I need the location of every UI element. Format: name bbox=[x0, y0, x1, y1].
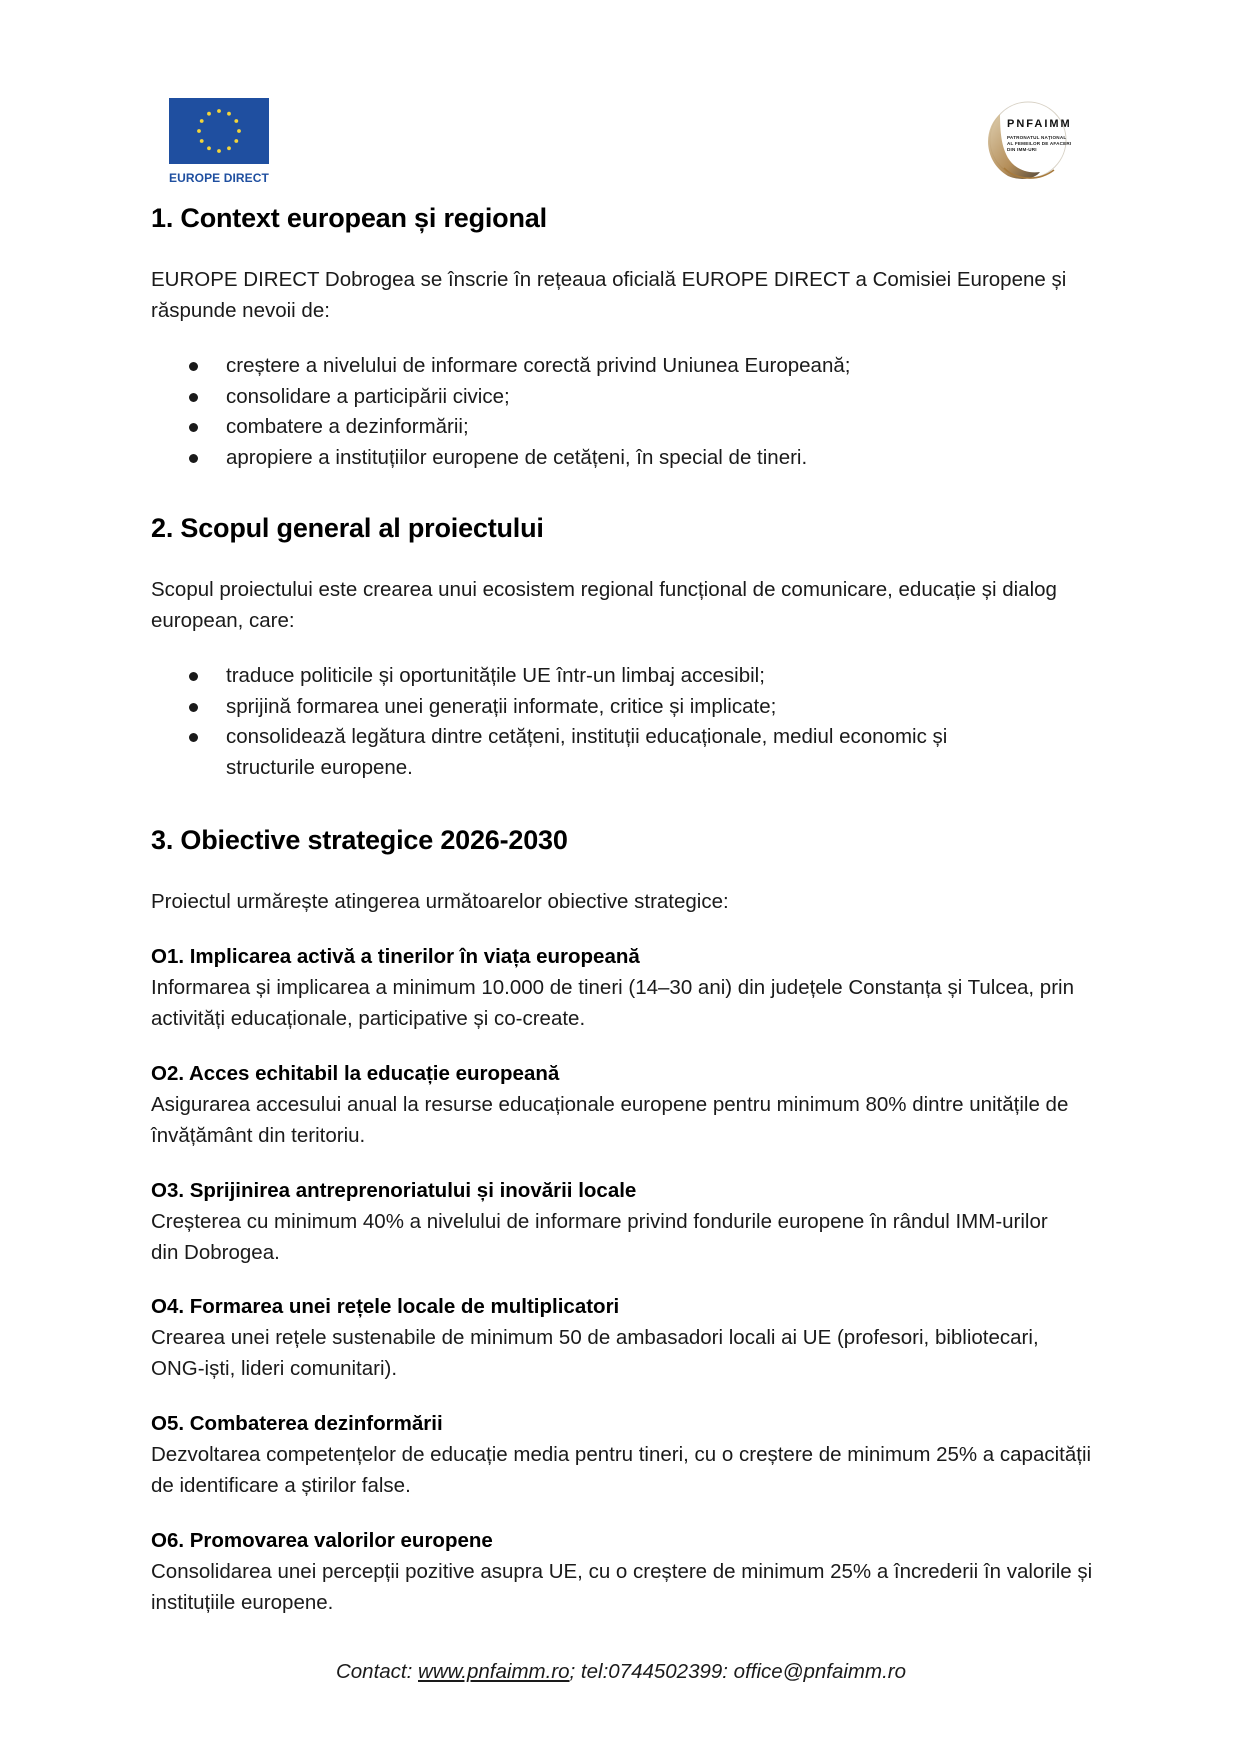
europe-direct-logo bbox=[169, 98, 271, 185]
pnfaimm-subtitle-line: AL FEMEILOR DE AFACERI bbox=[1007, 141, 1072, 146]
list-item: consolidare a participării civice; bbox=[151, 382, 1096, 413]
objective-title: O2. Acces echitabil la educație europeană bbox=[151, 1062, 560, 1085]
contact-footer bbox=[0, 1660, 1242, 1684]
bullet-icon bbox=[189, 423, 198, 432]
objective-title: O6. Promovarea valorilor europene bbox=[151, 1529, 493, 1552]
section-heading-context: 1. Context european și regional bbox=[151, 203, 547, 233]
pnfaimm-logo bbox=[970, 96, 1080, 184]
section-heading-objectives: 3. Obiective strategice 2026-2030 bbox=[151, 825, 568, 855]
list-item: traduce politicile și oportunitățile UE într-un limbaj accesibil; bbox=[151, 661, 1096, 692]
objective-title: O1. Implicarea activă a tinerilor în viața europeană bbox=[151, 945, 640, 968]
objective-description: Crearea unei rețele sustenabile de minimum 50 de ambasadori locali ai UE (profesori, bibliotecari, ONG-iști, lideri comunitari). bbox=[151, 1326, 1039, 1380]
website-link[interactable]: www.pnfaimm.ro bbox=[418, 1660, 570, 1683]
list-item: sprijină formarea unei generații informate, critice și implicate; bbox=[151, 692, 1096, 723]
context-bullet-list bbox=[151, 351, 1096, 473]
objective-description: Dezvoltarea competențelor de educație media pentru tineri, cu o creștere de minimum 25% a capacității de identificare a știrilor false. bbox=[151, 1443, 1092, 1497]
bullet-icon bbox=[189, 672, 198, 681]
section-intro-context: EUROPE DIRECT Dobrogea se înscrie în rețeaua oficială EUROPE DIRECT a Comisiei Europene și răspunde nevoii de: bbox=[151, 268, 1067, 322]
objective-item bbox=[151, 1526, 1096, 1618]
objective-description: Consolidarea unei percepții pozitive asupra UE, cu o creștere de minimum 25% a încrederii în valorile și instituțiile europene. bbox=[151, 1560, 1093, 1614]
objective-item bbox=[151, 1292, 1096, 1384]
list-item: consolidează legătura dintre cetățeni, instituții educaționale, mediul economic și structurile europene. bbox=[151, 722, 1096, 783]
objective-item bbox=[151, 942, 1096, 1034]
contact-details: ; tel:0744502399: office@pnfaimm.ro bbox=[569, 1660, 907, 1683]
list-item: apropiere a instituțiilor europene de cetățeni, în special de tineri. bbox=[151, 443, 1096, 474]
bullet-icon bbox=[189, 733, 198, 742]
list-item: creștere a nivelului de informare corectă privind Uniunea Europeană; bbox=[151, 351, 1096, 382]
bullet-icon bbox=[189, 362, 198, 371]
objective-item bbox=[151, 1409, 1096, 1501]
section-heading-scope: 2. Scopul general al proiectului bbox=[151, 513, 544, 543]
eu-flag-icon bbox=[169, 98, 269, 164]
section-intro-scope: Scopul proiectului este crearea unui ecosistem regional funcțional de comunicare, educație și dialog european, care: bbox=[151, 578, 1057, 632]
objective-title: O5. Combaterea dezinformării bbox=[151, 1412, 443, 1435]
section-intro-objectives: Proiectul urmărește atingerea următoarelor obiective strategice: bbox=[151, 890, 729, 913]
objective-item bbox=[151, 1059, 1096, 1151]
objective-title: O4. Formarea unei rețele locale de multiplicatori bbox=[151, 1295, 620, 1318]
pnfaimm-subtitle-line: DIN IMM-URI bbox=[1007, 147, 1037, 152]
bullet-icon bbox=[189, 454, 198, 463]
bullet-icon bbox=[189, 703, 198, 712]
list-item: combatere a dezinformării; bbox=[151, 412, 1096, 443]
objective-description: Creșterea cu minimum 40% a nivelului de informare privind fondurile europene în rândul IMM-urilor din Dobrogea. bbox=[151, 1210, 1048, 1264]
scope-bullet-list bbox=[151, 661, 1096, 783]
objective-title: O3. Sprijinirea antreprenoriatului și inovării locale bbox=[151, 1179, 637, 1202]
pnfaimm-title: PNFAIMM bbox=[1007, 118, 1072, 130]
objective-description: Informarea și implicarea a minimum 10.000 de tineri (14–30 ani) din județele Constanța și Tulcea, prin activități educaționale, participative și co-create. bbox=[151, 976, 1074, 1030]
europe-direct-label: EUROPE DIRECT bbox=[169, 171, 269, 185]
pnfaimm-subtitle bbox=[1007, 135, 1071, 153]
bullet-icon bbox=[189, 393, 198, 402]
pnfaimm-subtitle-line: PATRONATUL NAȚIONAL bbox=[1007, 135, 1067, 140]
contact-prefix: Contact: bbox=[335, 1660, 419, 1683]
objective-item bbox=[151, 1176, 1096, 1268]
objective-description: Asigurarea accesului anual la resurse educaționale europene pentru minimum 80% dintre unitățile de învățământ din teritoriu. bbox=[151, 1093, 1069, 1147]
